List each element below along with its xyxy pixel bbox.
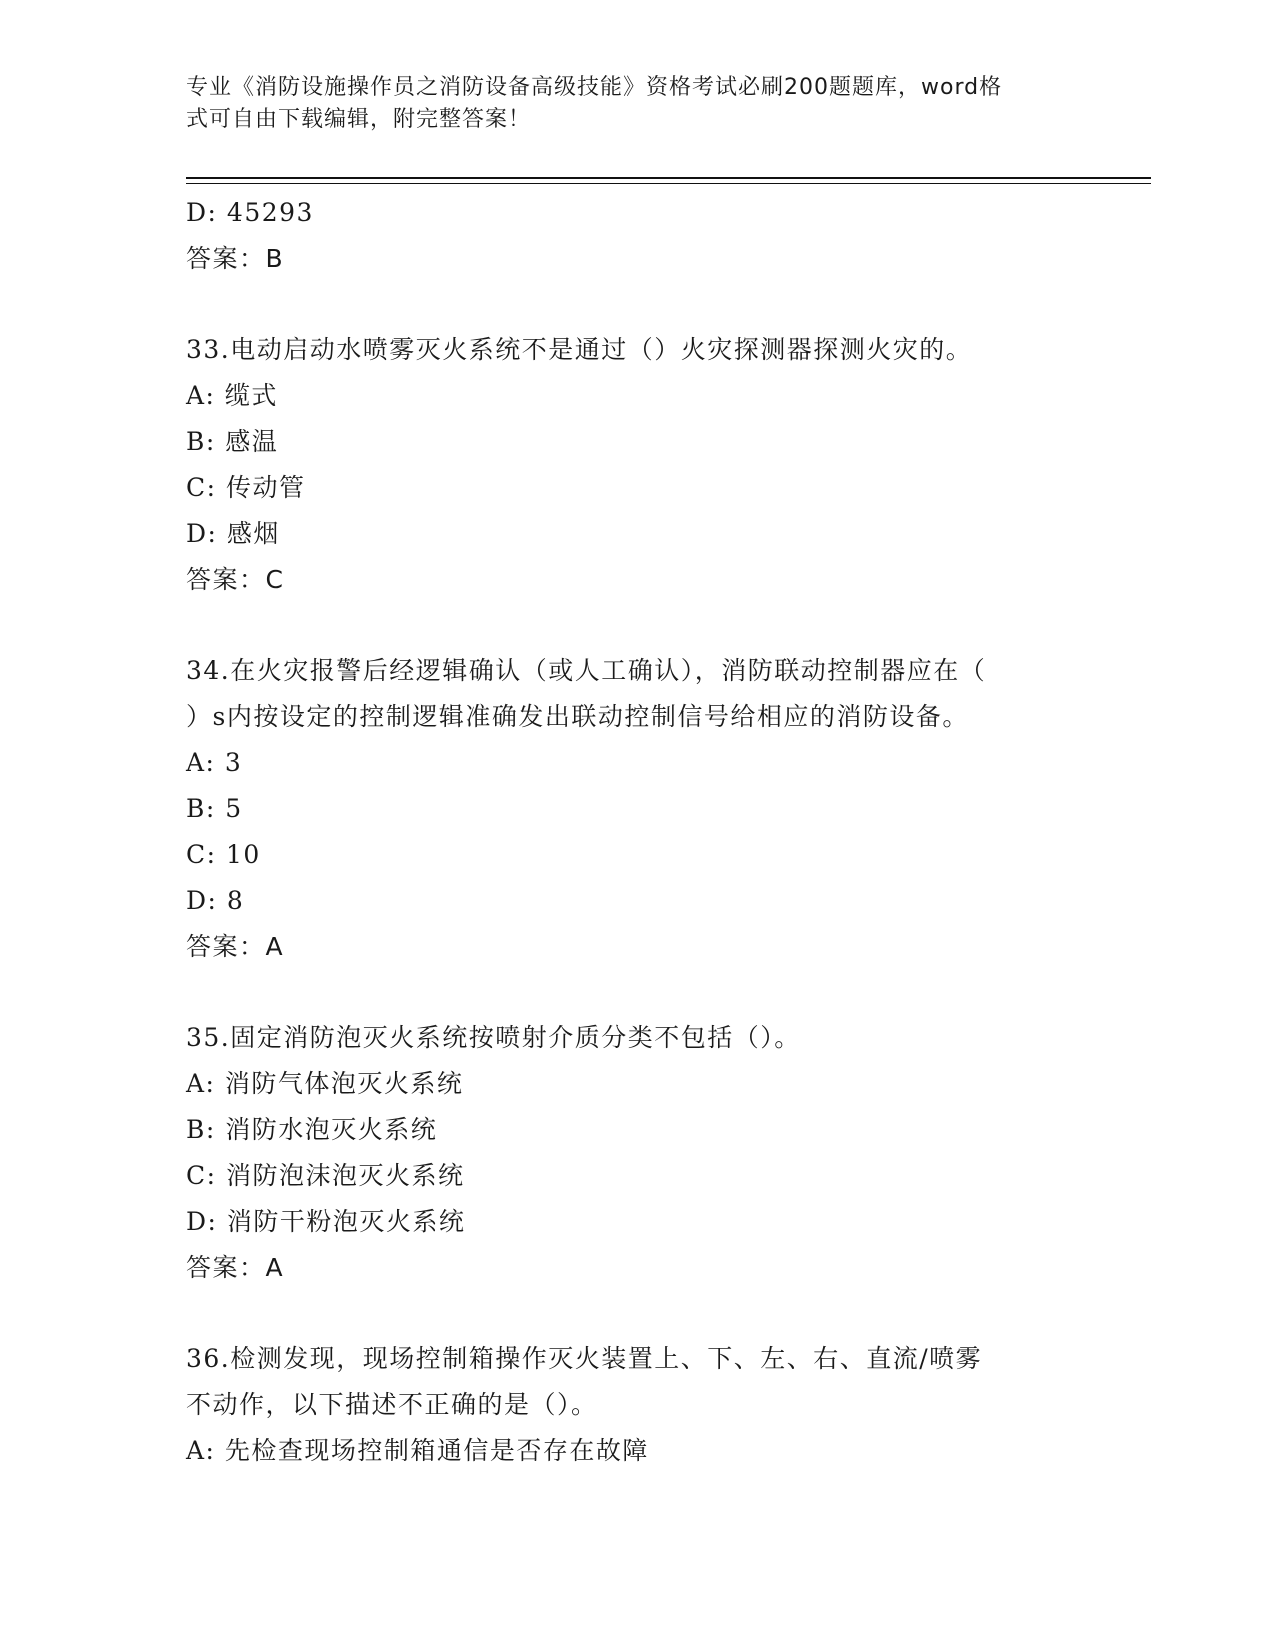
question-stem-line-2: ）s内按设定的控制逻辑准确发出联动控制信号给相应的消防设备。 [186,702,969,731]
answer-line: 答案：C [186,565,285,594]
option-c: C: 10 [186,840,261,869]
question-36 [186,1336,1066,1474]
question-stem-line-1: 36.检测发现，现场控制箱操作灭火装置上、下、左、右、直流/喷雾 [186,1344,983,1373]
option-a: A: 消防气体泡灭火系统 [186,1069,464,1098]
option-d: D: 45293 [186,198,314,227]
header-divider-thin [186,183,1151,184]
option-d: D: 感烟 [186,519,280,548]
option-a: A: 缆式 [186,381,278,410]
document-header [186,72,1066,136]
option-b: B: 感温 [186,427,279,456]
option-a: A: 3 [186,748,243,777]
answer-line: 答案：A [186,932,285,961]
question-stem: 33.电动启动水喷雾灭火系统不是通过（）火灾探测器探测火灾的。 [186,335,973,364]
option-c: C: 传动管 [186,473,306,502]
question-stem-line-2: 不动作，以下描述不正确的是（）。 [186,1390,598,1419]
option-c: C: 消防泡沫泡灭火系统 [186,1161,465,1190]
header-line-1: 专业《消防设施操作员之消防设备高级技能》资格考试必刷200题题库，word格 [186,75,1003,100]
spacer [186,603,1066,648]
option-b: B: 5 [186,794,243,823]
option-d: D: 8 [186,886,245,915]
spacer [186,1291,1066,1336]
question-stem-line-1: 34.在火灾报警后经逻辑确认（或人工确认），消防联动控制器应在（ [186,656,987,685]
option-d: D: 消防干粉泡灭火系统 [186,1207,466,1236]
question-34 [186,648,1066,970]
question-stem: 35.固定消防泡灭火系统按喷射介质分类不包括（）。 [186,1023,801,1052]
spacer [186,970,1066,1015]
question-list [186,190,1066,1474]
option-a: A: 先检查现场控制箱通信是否存在故障 [186,1436,649,1465]
answer-line: 答案：A [186,1253,285,1282]
option-b: B: 消防水泡灭火系统 [186,1115,438,1144]
answer-line: 答案：B [186,244,285,273]
header-divider-thick [186,177,1151,179]
question-33 [186,327,1066,603]
question-32-tail [186,190,1066,282]
spacer [186,282,1066,327]
header-line-2: 式可自由下载编辑，附完整答案！ [186,107,532,132]
question-35 [186,1015,1066,1291]
